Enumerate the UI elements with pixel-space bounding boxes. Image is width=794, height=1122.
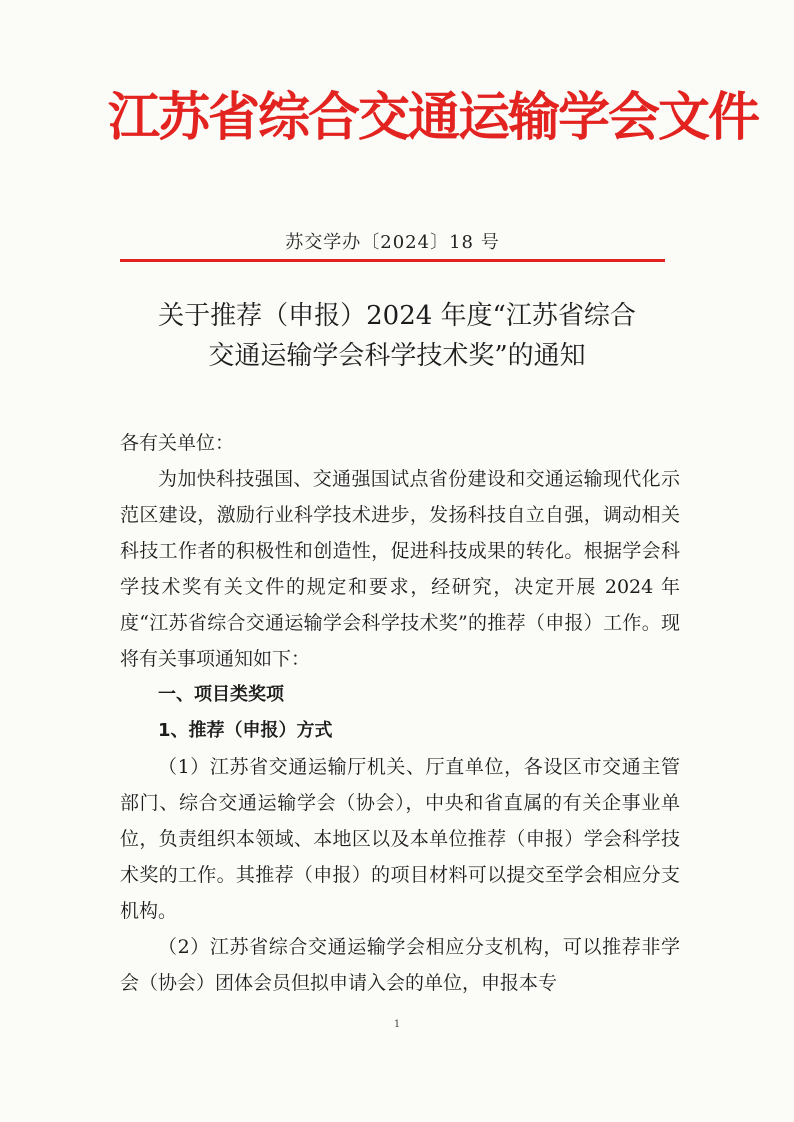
red-divider xyxy=(120,259,665,262)
notice-title-line-1: 关于推荐（申报）2024 年度“江苏省综合 xyxy=(158,301,636,331)
item-paragraph-2: （2）江苏省综合交通运输学会相应分支机构，可以推荐非学会（协会）团体会员但拟申请入会的单位，申报本专 xyxy=(120,936,680,994)
document-number: 苏交学办〔2024〕18 号 xyxy=(285,232,500,253)
notice-body xyxy=(120,425,680,1001)
item-paragraph-1: （1）江苏省交通运输厅机关、厅直单位，各设区市交通主管部门、综合交通运输学会（协会），中央和省直属的有关企事业单位，负责组织本领域、本地区以及本单位推荐（申报）学会科学技术奖的工作。其推荐（申报）的项目材料可以提交至学会相应分支机构。 xyxy=(120,756,680,922)
notice-title xyxy=(100,296,694,376)
intro-paragraph: 为加快科技强国、交通强国试点省份建设和交通运输现代化示范区建设，激励行业科学技术进步，发扬科技自立自强，调动相关科技工作者的积极性和创造性，促进科技成果的转化。根据学会科学技术奖有关文件的规定和要求，经研究，决定开展 2024 年度“江苏省综合交通运输学会科学技术奖”的推荐（申报）工作。现将有关事项通知如下： xyxy=(120,468,680,670)
section-heading: 一、项目类奖项 xyxy=(158,684,284,705)
subsection-heading: 1、推荐（申报）方式 xyxy=(158,720,333,741)
salutation: 各有关单位： xyxy=(120,432,235,454)
issuer-heading: 江苏省综合交通运输学会文件 xyxy=(108,87,759,148)
page-number: 1 xyxy=(393,1019,401,1030)
notice-title-line-2: 交通运输学会科学技术奖”的通知 xyxy=(208,341,586,371)
